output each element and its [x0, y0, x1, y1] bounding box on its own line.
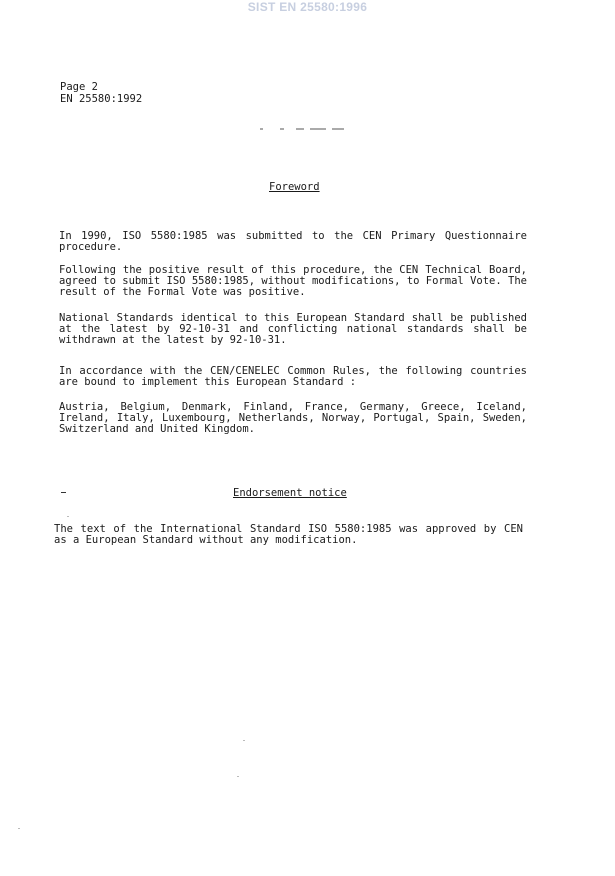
- foreword-paragraph-3: National Standards identical to this European Standard shall be published at the latest by 92-10-31 and conflicting national standards shall be withdrawn at the latest by 92-10-31.: [59, 312, 527, 346]
- foreword-paragraph-1: In 1990, ISO 5580:1985 was submitted to the CEN Primary Questionnaire procedure.: [59, 230, 527, 253]
- page-number: Page 2: [60, 81, 98, 93]
- scan-dash-marks: [258, 126, 348, 132]
- scan-speck: [18, 828, 20, 829]
- watermark: SIST EN 25580:1996: [247, 0, 368, 14]
- scan-speck: [237, 776, 239, 777]
- margin-dash-mark: [61, 492, 66, 493]
- endorsement-paragraph: The text of the International Standard ISO 5580:1985 was approved by CEN as a European Standard without any modification.: [54, 523, 523, 546]
- foreword-paragraph-4: In accordance with the CEN/CENELEC Common Rules, the following countries are bound to implement this European Standard :: [59, 365, 527, 388]
- foreword-paragraph-2: Following the positive result of this procedure, the CEN Technical Board, agreed to submit ISO 5580:1985, without modifications, to Formal Vote. The result of the Formal Vote was positive.: [59, 264, 527, 298]
- scan-speck: [67, 516, 69, 517]
- foreword-heading: Foreword: [269, 181, 320, 193]
- foreword-paragraph-5: Austria, Belgium, Denmark, Finland, France, Germany, Greece, Iceland, Ireland, Italy, Luxembourg, Netherlands, Norway, Portugal, Spain, Sweden, Switzerland and United Kingdom.: [59, 401, 527, 435]
- standard-number: EN 25580:1992: [60, 93, 143, 105]
- page-header: [60, 81, 142, 105]
- endorsement-heading: Endorsement notice: [233, 487, 347, 499]
- scan-speck: [243, 740, 245, 741]
